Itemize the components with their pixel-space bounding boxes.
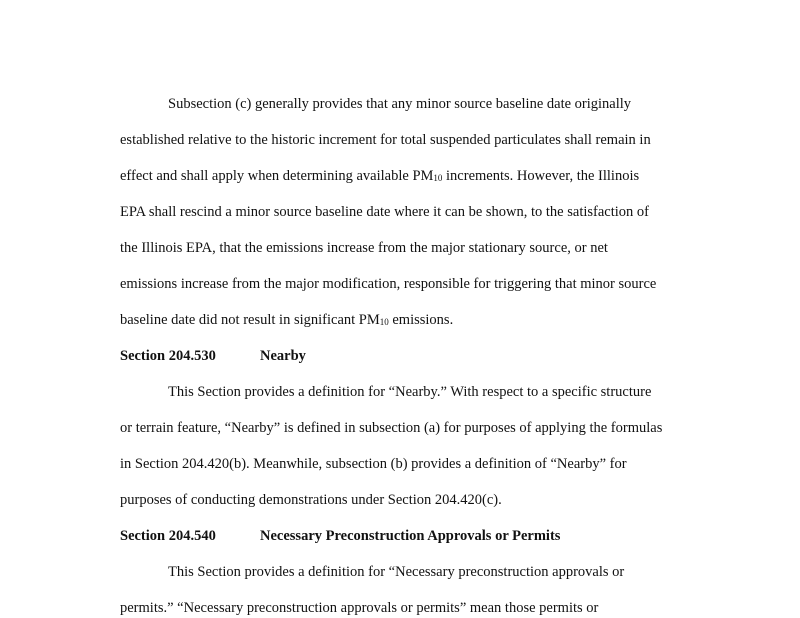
paragraph-line: permits.” “Necessary preconstruction approvals or permits” mean those permits or <box>120 600 599 616</box>
paragraph-line: or terrain feature, “Nearby” is defined in subsection (a) for purposes of applying the formulas <box>120 420 663 436</box>
paragraph-line <box>120 166 639 188</box>
paragraph-line: EPA shall rescind a minor source baseline date where it can be shown, to the satisfaction of <box>120 204 649 220</box>
paragraph-line: This Section provides a definition for “Necessary preconstruction approvals or <box>168 564 625 580</box>
paragraph-line: established relative to the historic increment for total suspended particulates shall remain in <box>120 132 651 148</box>
section-number: Section 204.530 <box>120 348 216 364</box>
pm-subscript: 10 <box>379 317 389 327</box>
paragraph-line: purposes of conducting demonstrations under Section 204.420(c). <box>120 492 502 508</box>
text-segment: baseline date did not result in significant PM <box>120 312 380 328</box>
pm-subscript: 10 <box>433 173 443 183</box>
section-title: Nearby <box>260 348 306 364</box>
section-title: Necessary Preconstruction Approvals or Permits <box>260 528 561 544</box>
section-heading <box>120 346 306 366</box>
paragraph-line: emissions increase from the major modification, responsible for triggering that minor source <box>120 276 657 292</box>
text-segment: increments. However, the Illinois <box>442 168 640 184</box>
section-heading <box>120 526 560 546</box>
paragraph-line <box>120 310 453 332</box>
paragraph-line: This Section provides a definition for “Nearby.” With respect to a specific structure <box>168 384 652 400</box>
text-segment: emissions. <box>388 312 454 328</box>
paragraph-line: the Illinois EPA, that the emissions increase from the major stationary source, or net <box>120 240 608 256</box>
section-number: Section 204.540 <box>120 528 216 544</box>
paragraph-line: Subsection (c) generally provides that any minor source baseline date originally <box>168 96 632 112</box>
text-segment: effect and shall apply when determining available PM <box>120 168 434 184</box>
paragraph-line: in Section 204.420(b). Meanwhile, subsection (b) provides a definition of “Nearby” for <box>120 456 627 472</box>
